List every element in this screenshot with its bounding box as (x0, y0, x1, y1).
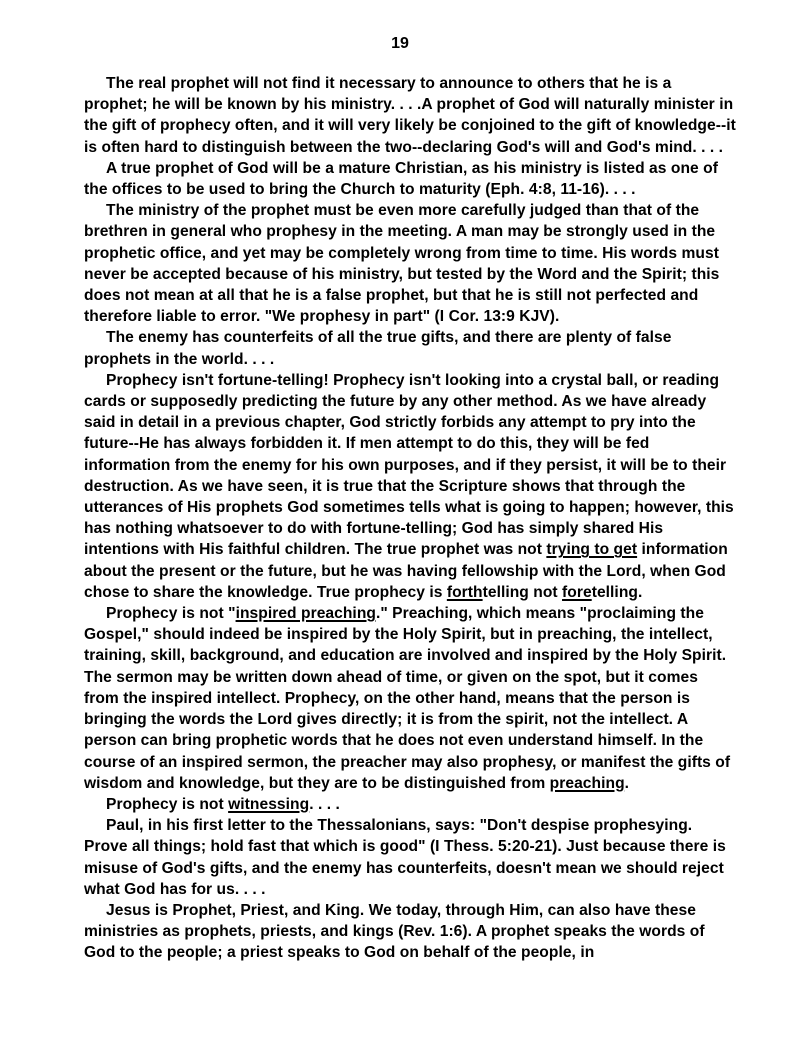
paragraph-judged-ministry: The ministry of the prophet must be even more carefully judged than that of the brethren in general who prophesy in the meeting. A man may be strongly used in the prophetic office, and yet may be completely wrong from time to time. His words must never be accepted because of his ministry, but tested by the Word and the Spirit; this does not mean at all that he is a false prophet, but that he is still not perfected and therefore liable to error. "We prophesy in part" (I Cor. 13:9 KJV). (84, 202, 720, 326)
underlined-text: forth (446, 583, 483, 601)
underlined-text: witnessing (228, 795, 310, 813)
paragraph-mature-christian: A true prophet of God will be a mature Christian, as his ministry is listed as one of the offices to be used to bring the Church to maturity (Eph. 4:8, 11-16). . . . (84, 159, 718, 199)
paragraph-paul-thessalonians: Paul, in his first letter to the Thessalonians, says: "Don't despise prophesying. Prove all things; hold fast that which is good" (I Thess. 5:20-21). Just because there is misuse of God's gifts, and the enemy has counterfeits, doesn't mean we should reject what God has for us. . . . (84, 817, 726, 898)
body-text (84, 73, 736, 964)
paragraph-counterfeits: The enemy has counterfeits of all the true gifts, and there are plenty of false prophets in the world. . . . (84, 329, 672, 368)
underlined-text: fore (562, 583, 592, 601)
paragraph-fortune-telling: Prophecy isn't fortune-telling! Prophecy isn't looking into a crystal ball, or reading cards or supposedly predicting the future by any other method. As we have already said in detail in a previous chapter, God strictly forbids any attempt to pry into the future--He has always forbidden it. If men attempt to do this, they will be fed information from the enemy for his own purposes, and if they persist, it will be to their destruction. As we have seen, it is true that the Scripture shows that through the utterances of His prophets God sometimes tells what is going to happen; however, this has nothing whatsoever to do with fortune-telling; God has simply shared His intentions with His faithful children. The true prophet was not trying to get information about the present or the future, but he was having fellowship with the Lord, when God chose to share the knowledge. True prophecy is forthtelling not foretelling. (84, 371, 734, 601)
page-number: 19 (391, 35, 409, 52)
paragraph-witnessing: Prophecy is not witnessing. . . . (106, 795, 340, 813)
paragraph-inspired-preaching: Prophecy is not "inspired preaching." Preaching, which means "proclaiming the Gospel," should indeed be inspired by the Holy Spirit, but in preaching, the intellect, training, skill, background, and education are involved and inspired by the Holy Spirit. The sermon may be written down ahead of time, or given on the spot, but it comes from the inspired intellect. Prophecy, on the other hand, means that the person is bringing the words the Lord gives directly; it is from the spirit, not the intellect. A person can bring prophetic words that he does not even understand himself. In the course of an inspired sermon, the preacher may also prophesy, or manifest the gifts of wisdom and knowledge, but they are to be distinguished from preaching. (84, 605, 731, 792)
underlined-text: preaching (549, 774, 625, 792)
underlined-text: trying to get (546, 541, 638, 559)
paragraph-prophet-priest-king: Jesus is Prophet, Priest, and King. We today, through Him, can also have these ministries as prophets, priests, and kings (Rev. 1:6). A prophet speaks the words of God to the people; a priest speaks to God on behalf of the people, in (84, 901, 705, 962)
underlined-text: inspired preaching (235, 605, 376, 623)
paragraph-real-prophet: The real prophet will not find it necessary to announce to others that he is a prophet; he will be known by his ministry. . . .A prophet of God will naturally minister in the gift of prophecy often, and it will very likely be conjoined to the gift of knowledge--it is often hard to distinguish between the two--declaring God's will and God's mind. . . . (84, 75, 736, 156)
